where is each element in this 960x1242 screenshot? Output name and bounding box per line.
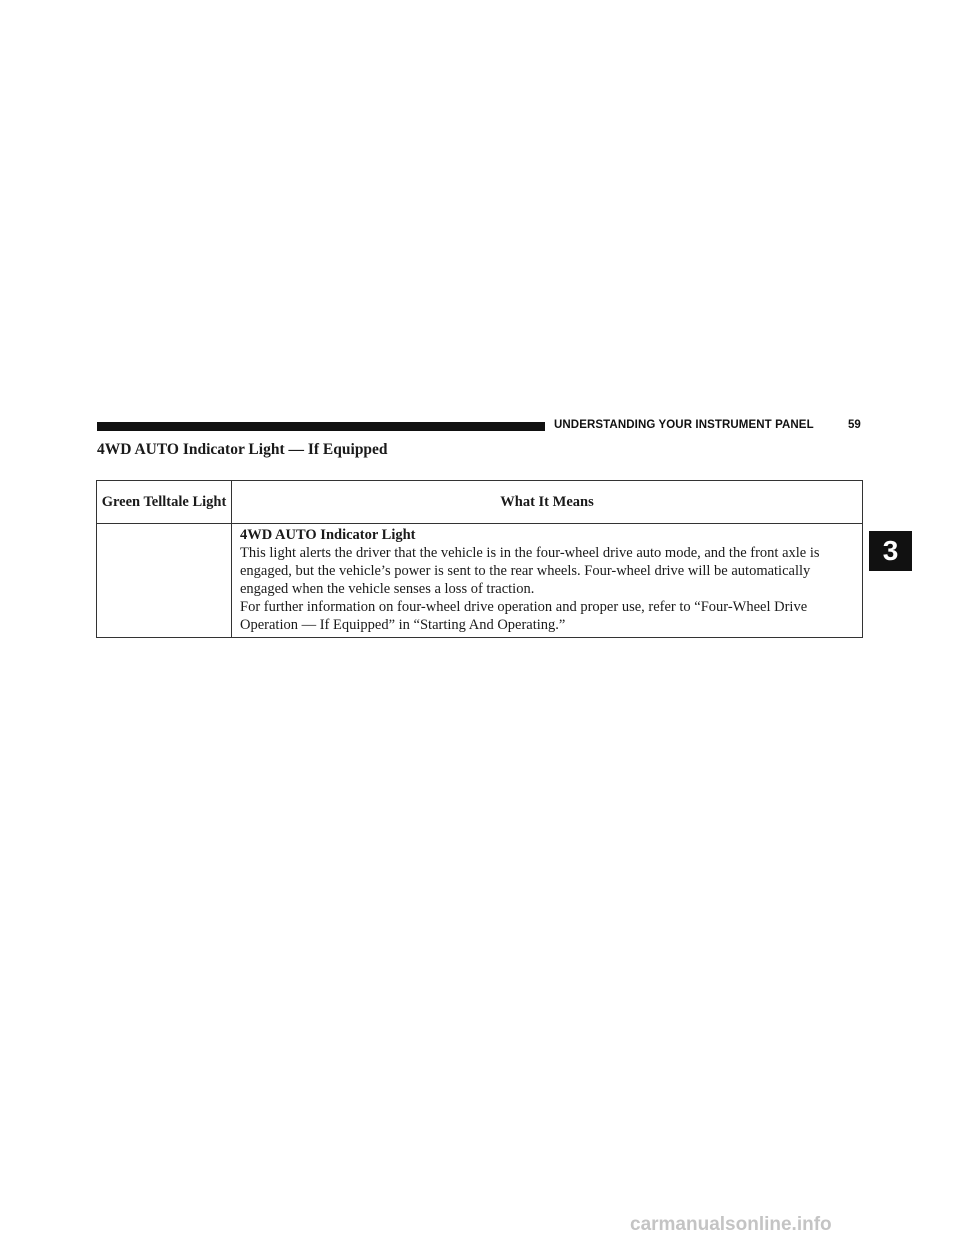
- watermark: carmanualsonline.info: [630, 1214, 832, 1235]
- meaning-cell: [232, 524, 863, 638]
- row-heading: 4WD AUTO Indicator Light: [240, 527, 416, 543]
- reference-paragraph: For further information on four-wheel drive operation and proper use, refer to “Four-Wheel Drive Operation — If Equipped” in “Starting And Operating.”: [240, 599, 808, 633]
- chapter-tab: 3: [869, 531, 912, 571]
- column-header-means: What It Means: [232, 481, 863, 524]
- table-row: [97, 524, 863, 638]
- telltale-table: [96, 480, 863, 638]
- description-paragraph: This light alerts the driver that the vehicle is in the four-wheel drive auto mode, and the front axle is engaged, but the vehicle’s power is sent to the rear wheels. Four-wheel drive will be automatically engaged when the vehicle senses a loss of traction.: [240, 545, 820, 597]
- page-number: 59: [848, 419, 861, 431]
- table-header-row: [97, 481, 863, 524]
- header-rule: [97, 422, 545, 431]
- section-title: 4WD AUTO Indicator Light — If Equipped: [97, 441, 388, 458]
- telltale-light-cell: [97, 524, 232, 638]
- running-header-title: UNDERSTANDING YOUR INSTRUMENT PANEL: [554, 419, 814, 431]
- column-header-light: Green Telltale Light: [97, 481, 232, 524]
